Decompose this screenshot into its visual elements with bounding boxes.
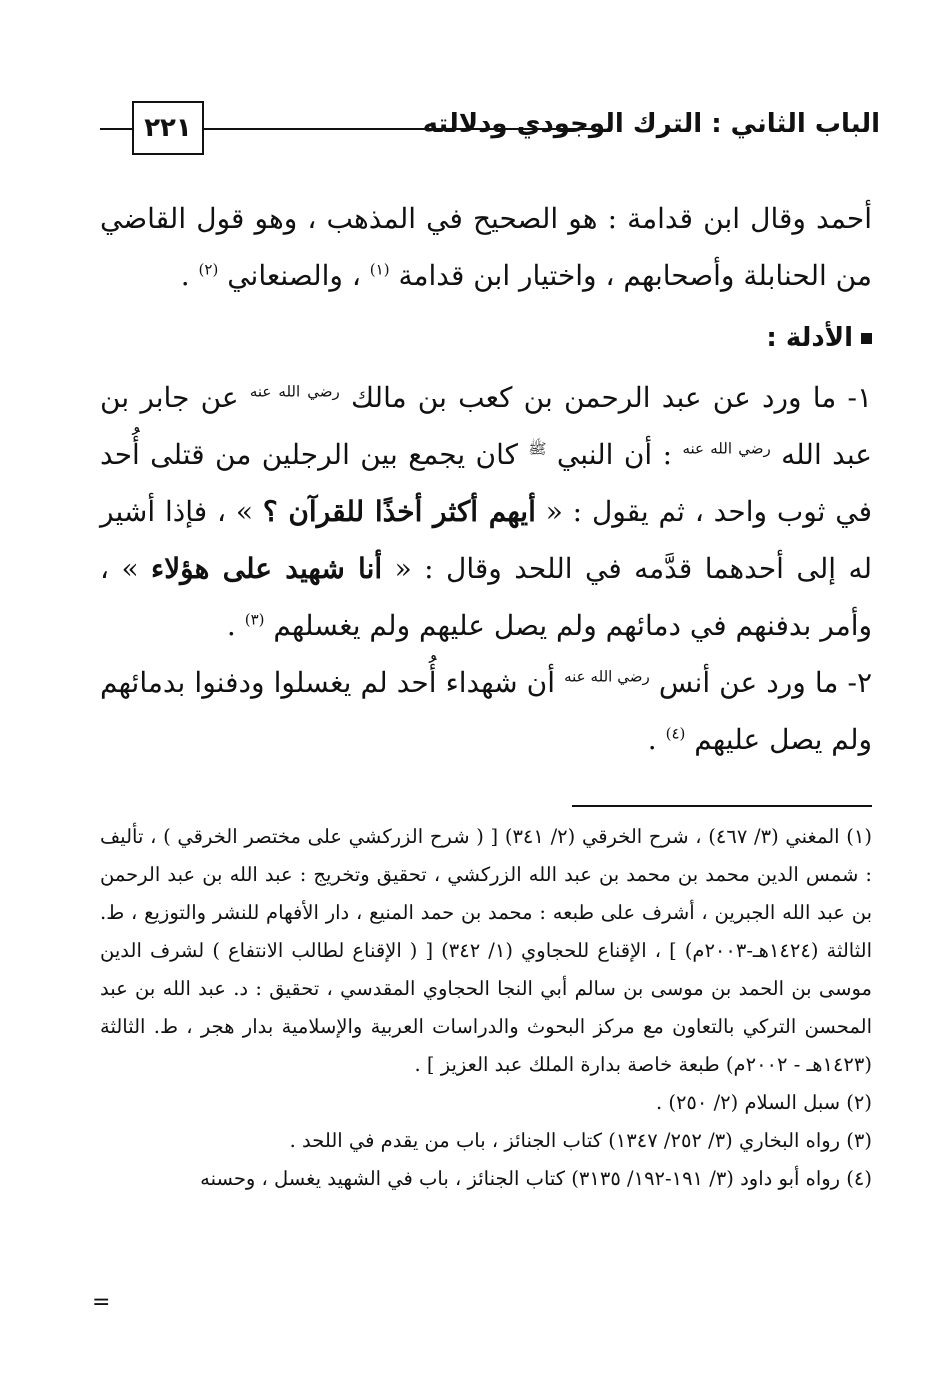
bullet-square-icon (861, 333, 872, 344)
honorific-mark: رضي الله عنه (249, 382, 340, 401)
footnotes (100, 818, 872, 1198)
continuation-mark: = (92, 1290, 111, 1315)
section-heading (100, 310, 872, 367)
footnote-separator (572, 805, 872, 807)
paragraph-intro (100, 190, 872, 304)
header-rule-left (100, 128, 132, 130)
heading-text: الأدلة : (766, 323, 853, 353)
evidence-1 (100, 369, 872, 654)
text-run: ، والصنعاني (218, 259, 370, 292)
main-text (100, 190, 872, 768)
honorific-mark: رضي الله عنه (564, 667, 650, 686)
footnote-3: (٣) رواه البخاري (٣/ ٢٥٢/ ١٣٤٧) كتاب الجنائز ، باب من يقدم في اللحد . (289, 1129, 872, 1152)
footnote-2: (٢) سبل السلام (٢/ ٢٥٠) . (655, 1091, 872, 1114)
text-run: . (180, 259, 199, 292)
text-run: » ، وأمر بدفنهم في دمائهم ولم يصل عليهم ولم يغسلهم (100, 552, 872, 642)
hadith-quote-1: أيهم أكثر أخذًا للقرآن ؟ (262, 495, 536, 528)
text-run: . (647, 723, 666, 756)
page-number: ٢٢١ (144, 113, 192, 143)
evidence-2 (100, 654, 872, 768)
honorific-mark: ﷺ (528, 439, 547, 458)
text-run: أن شهداء أُحد لم يغسلوا ودفنوا بدمائهم ولم يصل عليهم (100, 666, 872, 756)
chapter-title: الباب الثاني : الترك الوجودي ودلالته (422, 109, 880, 139)
footnote-ref-1: (١) (369, 260, 390, 279)
honorific-mark: رضي الله عنه (682, 439, 771, 458)
footnote-ref-4: (٤) (665, 724, 686, 743)
text-run: : أن النبي (546, 438, 683, 471)
hadith-quote-2: أنا شهيد على هؤلاء (151, 552, 383, 585)
text-run: عن جابر بن عبد الله (100, 381, 872, 471)
text-run: . (226, 609, 245, 642)
text-run: كان يجمع بين الرجلين من قتلى أُحد في ثوب واحد ، ثم يقول : « (100, 438, 873, 528)
page-header (100, 95, 880, 165)
footnote-1: (١) المغني (٣/ ٤٦٧) ، شرح الخرقي (٢/ ٣٤١) [ ( شرح الزركشي على مختصر الخرقي ) ، تأليف : شمس الدين محمد بن محمد بن عبد الله الزركشي ، تحقيق وتخريج : عبد الله بن عبد الرحمن بن عبد الله الجبرين ، أشرف على طبعه : محمد بن حمد المنيع ، دار الأفهام للنشر والتوزيع ، ط. الثالثة (١٤٢٤هـ-٢٠٠٣م) ] ، الإقناع للحجاوي (١/ ٣٤٢) [ ( الإقناع لطالب الانتفاع ) لشرف الدين موسى بن الحمد بن موسى بن سالم أبي النجا الحجاوي المقدسي ، تحقيق : د. عبد الله بن عبد المحسن التركي بالتعاون مع مركز البحوث والدراسات العربية والإسلامية بدار هجر ، ط. الثالثة (١٤٢٣هـ - ٢٠٠٢م) طبعة خاصة بدارة الملك عبد العزيز ] . (100, 825, 872, 1076)
footnote-4: (٤) رواه أبو داود (٣/ ١٩١-١٩٢/ ٣١٣٥) كتاب الجنائز ، باب في الشهيد يغسل ، وحسنه (200, 1167, 872, 1190)
text-run: أحمد وقال ابن قدامة : هو الصحيح في المذهب ، وهو قول القاضي من الحنابلة وأصحابهم ، واختيار ابن قدامة (100, 202, 872, 292)
text-run: » ، فإذا أشير له إلى أحدهما قدَّمه في اللحد وقال : « (100, 495, 873, 585)
text-run: ٢- ما ورد عن أنس (649, 666, 872, 699)
footnote-ref-3: (٣) (244, 610, 265, 629)
footnote-ref-2: (٢) (198, 260, 219, 279)
text-run: ١- ما ورد عن عبد الرحمن بن كعب بن مالك (339, 381, 872, 414)
page-number-box (132, 101, 204, 155)
